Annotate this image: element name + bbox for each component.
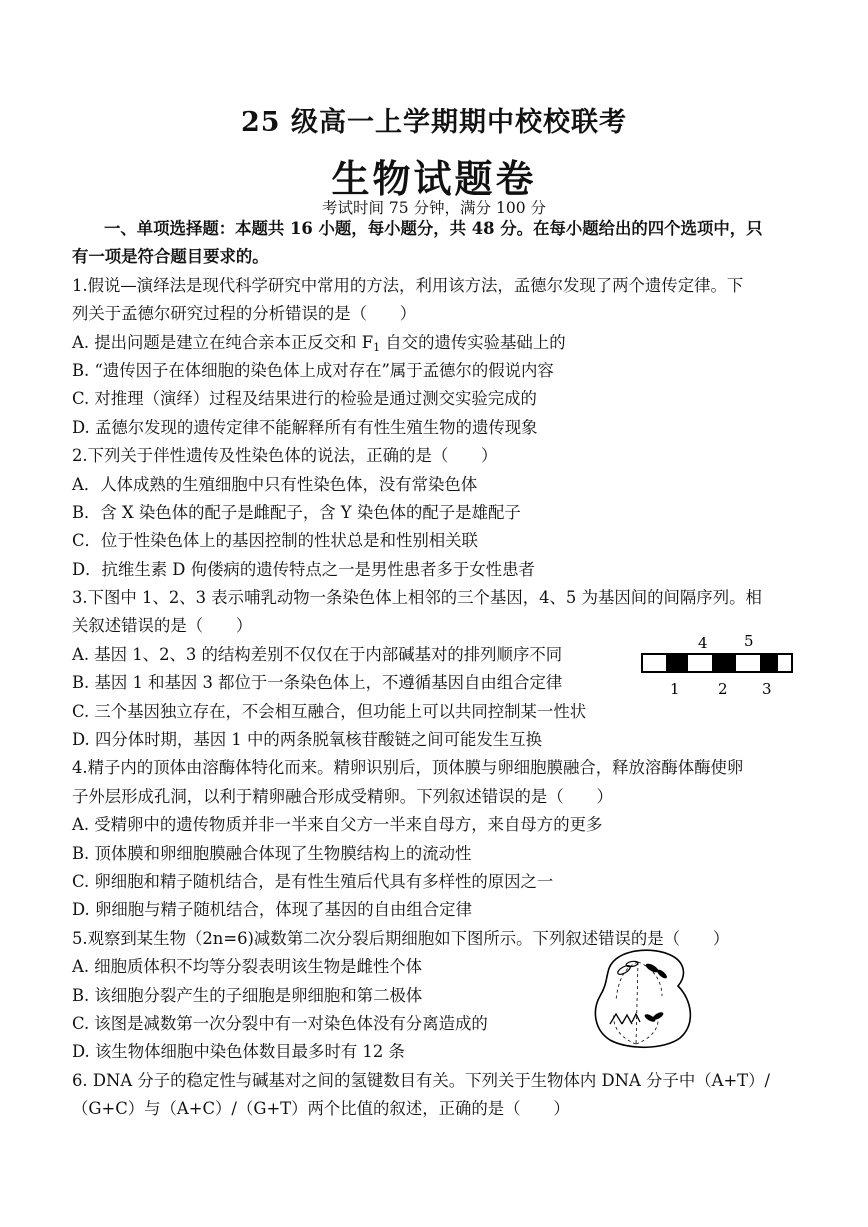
q3-option-a: A. 基因 1、2、3 的结构差别不仅仅在于内部碱基对的排列顺序不同 xyxy=(72,644,563,664)
q1-option-d: D. 孟德尔发现的遗传定律不能解释所有有性生殖生物的遗传现象 xyxy=(72,417,538,437)
q3-option-b: B. 基因 1 和基因 3 都位于一条染色体上，不遵循基因自由组合定律 xyxy=(72,673,563,693)
figure-label-4: 4 xyxy=(698,634,708,652)
gene-3-segment xyxy=(760,654,778,672)
dividing-cell-figure xyxy=(592,944,698,1052)
q1-stem-line2: 列关于孟德尔研究过程的分析错误的是（ ） xyxy=(72,304,417,324)
subject-title: 生物试题卷 xyxy=(331,156,537,201)
figure-label-3: 3 xyxy=(762,680,772,698)
chromosome-upper-1 xyxy=(616,964,631,976)
q4-option-b: B. 顶体膜和卵细胞膜融合体现了生物膜结构上的流动性 xyxy=(72,843,472,863)
q6-stem-line1: 6. DNA 分子的稳定性与碱基对之间的氢键数目有关。下列关于生物体内 DNA 分子中（A+T）/ xyxy=(72,1070,771,1090)
q2-stem: 2.下列关于伴性遗传及性染色体的说法，正确的是（ ） xyxy=(72,446,498,466)
q2-option-c: C．位于性染色体上的基因控制的性状总是和性别相关联 xyxy=(72,531,478,551)
q1-option-a-pre: A. 提出问题是建立在纯合亲本正反交和 F xyxy=(72,332,374,352)
chromosome-upper-2 xyxy=(626,960,639,967)
q6-stem-line2: （G+C）与（A+C）/（G+T）两个比值的叙述，正确的是（ ） xyxy=(72,1099,570,1119)
exam-info: 考试时间 75 分钟，满分 100 分 xyxy=(321,199,547,217)
gene-1-segment xyxy=(666,654,688,672)
q5-option-a: A. 细胞质体积不均等分裂表明该生物是雌性个体 xyxy=(72,957,423,977)
q3-stem-line2: 关叙述错误的是（ ） xyxy=(72,616,253,636)
q4-option-d: D. 卵细胞与精子随机结合，体现了基因的自由组合定律 xyxy=(72,900,472,920)
figure-label-5: 5 xyxy=(744,632,754,650)
q4-option-c: C. 卵细胞和精子随机结合，是有性生殖后代具有多样性的原因之一 xyxy=(72,871,554,891)
section-heading-line1: 一、单项选择题：本题共 16 小题，每小题分，共 48 分。在每小题给出的四个选项中，只 xyxy=(104,219,763,238)
q2-option-d: D．抗维生素 D 佝偻病的遗传特点之一是男性患者多于女性患者 xyxy=(72,559,535,579)
q4-option-a: A. 受精卵中的遗传物质并非一半来自父方一半来自母方，来自母方的更多 xyxy=(72,815,603,835)
q1-stem-line1: 1.假说—演绎法是现代科学研究中常用的方法，利用该方法，孟德尔发现了两个遗传定律。下 xyxy=(72,275,744,295)
chromosome-lower-middle xyxy=(632,1014,640,1022)
exam-title: 25 级高一上学期期中校校联考 xyxy=(241,107,627,138)
q1-option-a-subscript: 1 xyxy=(373,340,381,354)
q2-option-a: A．人体成熟的生殖细胞中只有性染色体，没有常染色体 xyxy=(72,474,478,494)
q5-option-c: C. 该图是减数第一次分裂中有一对染色体没有分离造成的 xyxy=(72,1013,488,1033)
gene-chromosome-figure xyxy=(636,628,800,708)
q5-stem: 5.观察到某生物（2n=6)减数第二次分裂后期细胞如下图所示。下列叙述错误的是（ ） xyxy=(72,928,730,948)
spindle-axis xyxy=(636,962,638,1044)
q4-stem-line2: 子外层形成孔洞，以利于精卵融合形成受精卵。下列叙述错误的是（ ） xyxy=(72,786,613,806)
q1-option-a-post: 自交的遗传实验基础上的 xyxy=(380,332,566,352)
q3-option-d: D. 四分体时期，基因 1 中的两条脱氧核苷酸链之间可能发生互换 xyxy=(72,730,542,750)
q3-option-c: C. 三个基因独立存在，不会相互融合，但功能上可以共同控制某一性状 xyxy=(72,701,587,721)
cell-membrane xyxy=(595,950,690,1047)
q4-stem-line1: 4.精子内的顶体由溶酶体特化而来。精卵识别后，顶体膜与卵细胞膜融合，释放溶酶体酶使卵 xyxy=(72,758,744,778)
q2-option-b: B．含 X 染色体的配子是雌配子，含 Y 染色体的配子是雄配子 xyxy=(72,502,521,522)
q3-stem-line1: 3.下图中 1、2、3 表示哺乳动物一条染色体上相邻的三个基因，4、5 为基因间的间隔序列。相 xyxy=(72,588,762,608)
q1-option-b: B. “遗传因子在体细胞的染色体上成对存在”属于孟德尔的假说内容 xyxy=(72,360,554,380)
gene-2-segment xyxy=(712,654,736,672)
q1-option-c: C. 对推理（演绎）过程及结果进行的检验是通过测交实验完成的 xyxy=(72,389,537,409)
chromosome-upper-3 xyxy=(644,962,659,974)
q5-option-d: D. 该生物体细胞中染色体数目最多时有 12 条 xyxy=(72,1042,405,1062)
q5-option-b: B. 该细胞分裂产生的子细胞是卵细胞和第二极体 xyxy=(72,985,423,1005)
q1-option-a xyxy=(72,329,800,357)
section-heading-line2: 有一项是符合题目要求的。 xyxy=(72,247,269,267)
figure-label-2: 2 xyxy=(718,680,728,698)
figure-label-1: 1 xyxy=(670,680,680,698)
chromosomes-lower-left xyxy=(610,1014,632,1024)
